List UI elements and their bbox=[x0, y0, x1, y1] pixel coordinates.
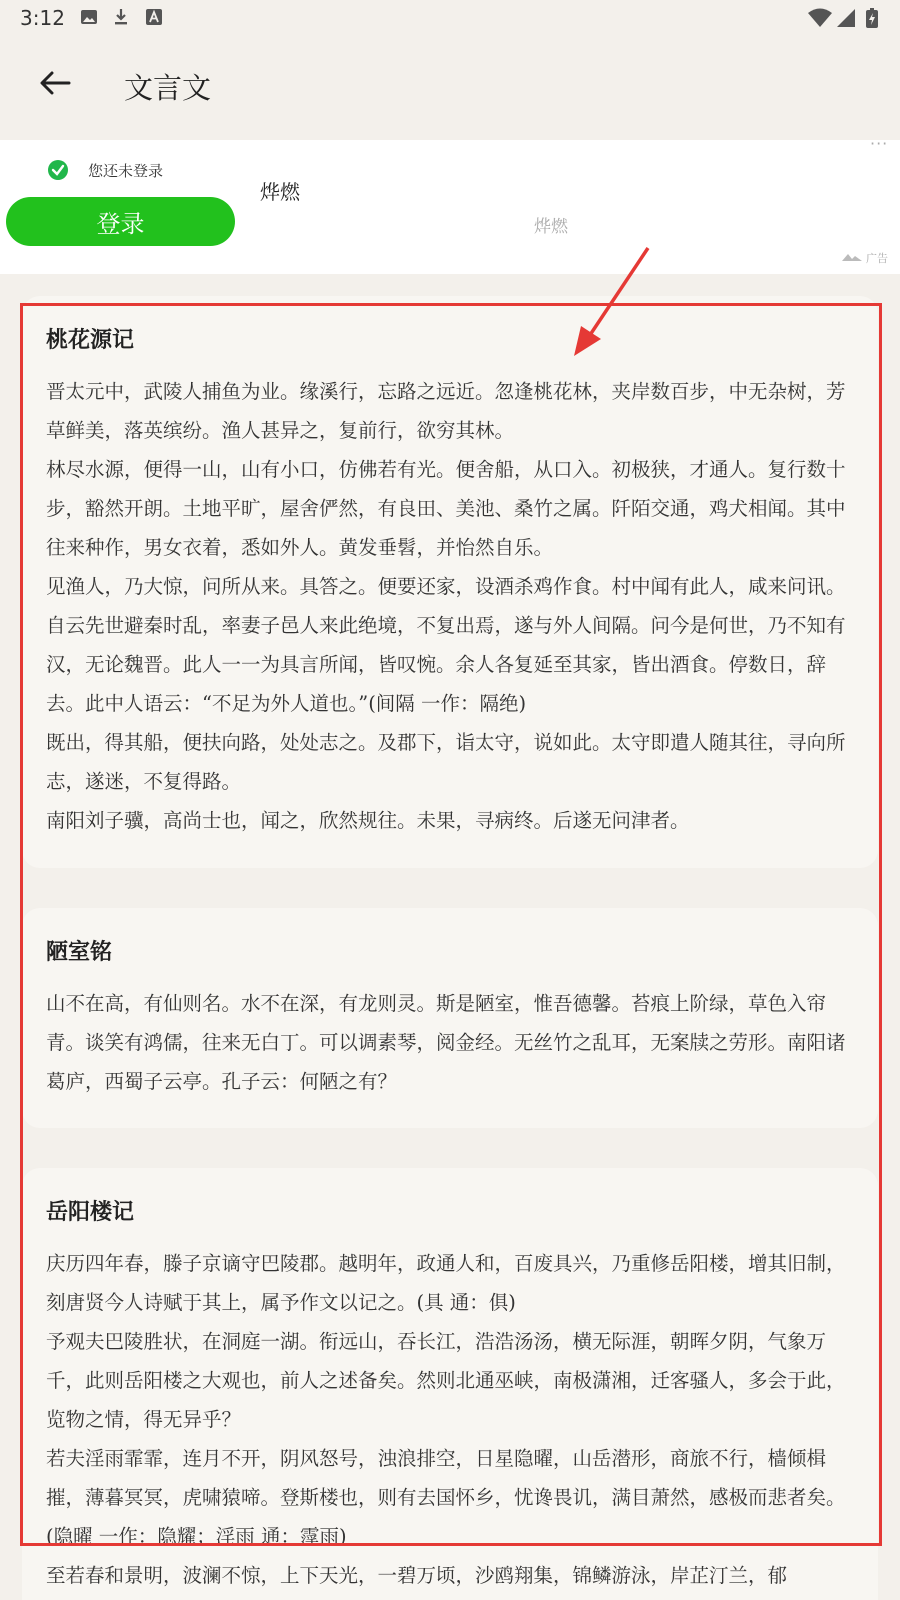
status-time: 3:12 bbox=[20, 6, 65, 30]
cell-signal-icon bbox=[836, 8, 856, 28]
article-title: 陋室铭 bbox=[46, 940, 113, 965]
login-status-text: 您还未登录 bbox=[88, 162, 164, 180]
article-title: 岳阳楼记 bbox=[46, 1200, 135, 1225]
article-paragraph: 山不在高，有仙则名。水不在深，有龙则灵。斯是陋室，惟吾德馨。苔痕上阶绿，草色入帘青。谈笑有鸿儒，往来无白丁。可以调素琴，阅金经。无丝竹之乱耳，无案牍之劳形。南阳诸葛庐，西蜀子云亭。孔子云：何陋之有？ bbox=[46, 992, 846, 1093]
article-paragraph: 庆历四年春，滕子京谪守巴陵郡。越明年，政通人和，百废具兴，乃重修岳阳楼，增其旧制，刻唐贤今人诗赋于其上，属予作文以记之。(具 通：俱) bbox=[46, 1252, 846, 1314]
battery-icon bbox=[866, 8, 878, 28]
article-paragraph: 林尽水源，便得一山，山有小口，仿佛若有光。便舍船，从口入。初极狭，才通人。复行数十步，豁然开朗。土地平旷，屋舍俨然，有良田、美池、桑竹之属。阡陌交通，鸡犬相闻。其中往来种作，男女衣着，悉如外人。黄发垂髫，并怡然自乐。 bbox=[46, 458, 846, 559]
ad-banner[interactable] bbox=[0, 134, 900, 274]
wifi-icon bbox=[808, 8, 832, 28]
more-dots-icon[interactable]: ··· bbox=[870, 134, 889, 153]
article-card[interactable] bbox=[22, 1168, 878, 1600]
download-icon bbox=[112, 8, 130, 26]
article-body bbox=[46, 1244, 854, 1595]
article-body bbox=[46, 984, 854, 1101]
ad-title[interactable]: 烨燃 bbox=[260, 180, 300, 204]
article-card[interactable] bbox=[22, 296, 878, 868]
article-paragraph: 南阳刘子骥，高尚士也，闻之，欣然规往。未果，寻病终。后遂无问津者。 bbox=[46, 809, 690, 832]
status-bar bbox=[0, 0, 900, 36]
arrow-left-icon bbox=[39, 71, 71, 95]
page-title: 文言文 bbox=[124, 71, 212, 105]
article-paragraph: 晋太元中，武陵人捕鱼为业。缘溪行，忘路之远近。忽逢桃花林，夹岸数百步，中无杂树，芳草鲜美，落英缤纷。渔人甚异之，复前行，欲穷其林。 bbox=[46, 380, 846, 442]
text-a-icon bbox=[145, 8, 163, 26]
article-body bbox=[46, 372, 854, 840]
app-bar bbox=[0, 40, 900, 130]
article-card[interactable] bbox=[22, 908, 878, 1128]
ad-label: 广告 bbox=[866, 252, 888, 265]
article-paragraph: 见渔人，乃大惊，问所从来。具答之。便要还家，设酒杀鸡作食。村中闻有此人，咸来问讯。自云先世避秦时乱，率妻子邑人来此绝境，不复出焉，遂与外人间隔。问今是何世，乃不知有汉，无论魏晋。此人一一为具言所闻，皆叹惋。余人各复延至其家，皆出酒食。停数日，辞去。此中人语云：“不足为外人道也。”(间隔 一作：隔绝) bbox=[46, 575, 846, 715]
article-paragraph: 若夫淫雨霏霏，连月不开，阴风怒号，浊浪排空，日星隐曜，山岳潜形，商旅不行，樯倾楫摧，薄暮冥冥，虎啸猿啼。登斯楼也，则有去国怀乡，忧谗畏讥，满目萧然，感极而悲者矣。(隐曜 一作：隐耀；淫雨 通：霪雨) bbox=[46, 1447, 846, 1548]
back-button[interactable] bbox=[32, 60, 78, 106]
ad-subtitle[interactable]: 烨燃 bbox=[534, 217, 568, 237]
login-button[interactable]: 登录 bbox=[6, 197, 235, 246]
image-icon bbox=[80, 8, 98, 26]
article-paragraph: 至若春和景明，波澜不惊，上下天光，一碧万顷，沙鸥翔集，锦鳞游泳，岸芷汀兰，郁 bbox=[46, 1564, 788, 1587]
article-title: 桃花源记 bbox=[46, 328, 135, 353]
article-paragraph: 既出，得其船，便扶向路，处处志之。及郡下，诣太守，说如此。太守即遣人随其往，寻向所志，遂迷，不复得路。 bbox=[46, 731, 846, 793]
ad-logo-icon bbox=[842, 253, 862, 261]
check-icon bbox=[48, 160, 68, 180]
article-paragraph: 予观夫巴陵胜状，在洞庭一湖。衔远山，吞长江，浩浩汤汤，横无际涯，朝晖夕阴，气象万千，此则岳阳楼之大观也，前人之述备矣。然则北通巫峡，南极潇湘，迁客骚人，多会于此，览物之情，得无异乎？ bbox=[46, 1330, 846, 1431]
